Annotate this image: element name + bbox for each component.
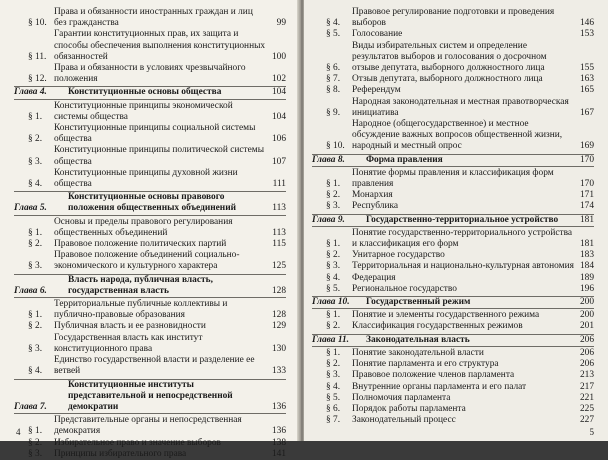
entry-page: 206 xyxy=(579,334,594,345)
entry-page: 163 xyxy=(579,74,594,85)
entry-number: § 8. xyxy=(326,85,341,96)
entry-title: Виды избирательных систем и определение результатов выборов и голосования о досрочном отзыве депутата, выборного должностного лица xyxy=(352,40,547,74)
entry-page: 165 xyxy=(579,85,594,96)
entry-title: Внутренние органы парламента и его палат xyxy=(352,381,527,392)
entry-number: § 5. xyxy=(326,283,341,294)
entry-title: Классификация государственных режимов xyxy=(352,321,523,332)
left-page xyxy=(0,0,300,459)
entry-number: § 2. xyxy=(326,250,341,261)
entry-page: 138 xyxy=(271,437,286,448)
entry-number: Глава 9. xyxy=(312,214,345,225)
page-number-left: 4 xyxy=(16,427,21,437)
entry-title: Порядок работы парламента xyxy=(352,403,466,414)
entry-title: Государственный режим xyxy=(366,297,471,308)
section-entry xyxy=(14,168,286,190)
entry-title: Территориальные публичные коллективы и публично-правовые образования xyxy=(54,299,228,321)
section-entry xyxy=(312,415,594,426)
entry-number: § 7. xyxy=(326,74,341,85)
entry-page: 100 xyxy=(271,51,286,62)
entry-number: § 10. xyxy=(326,141,345,152)
entry-page: 184 xyxy=(579,261,594,272)
entry-number: § 6. xyxy=(326,63,341,74)
section-entry xyxy=(312,404,594,415)
entry-title: Конституционные основы правового положения общественных объединений xyxy=(68,192,236,214)
entry-page: 111 xyxy=(272,179,286,190)
entry-page: 125 xyxy=(271,261,286,272)
entry-title: Права и обязанности иностранных граждан и лиц без гражданства xyxy=(54,7,253,29)
entry-title: Государственно-территориальное устройство xyxy=(366,214,559,225)
entry-number: § 4. xyxy=(326,272,341,283)
entry-title: Региональное государство xyxy=(352,283,457,294)
entry-page: 129 xyxy=(271,321,286,332)
entry-page: 113 xyxy=(272,203,286,214)
entry-page: 102 xyxy=(271,74,286,85)
section-entry xyxy=(14,7,286,29)
entry-number: Глава 8. xyxy=(312,154,345,165)
entry-number: § 1. xyxy=(326,310,341,321)
entry-title: Монархия xyxy=(352,190,393,201)
entry-page: 106 xyxy=(271,134,286,145)
entry-title: Государственная власть как институт конституционного права xyxy=(54,332,203,354)
section-entry xyxy=(312,41,594,75)
entry-page: 170 xyxy=(579,179,594,190)
entry-page: 196 xyxy=(579,283,594,294)
entry-number: § 4. xyxy=(326,381,341,392)
entry-number: § 3. xyxy=(28,156,43,167)
entry-number: § 12. xyxy=(28,74,47,85)
section-entry xyxy=(312,97,594,119)
section-entry xyxy=(312,284,594,295)
section-entry xyxy=(312,85,594,96)
chapter-entry xyxy=(312,154,594,167)
entry-title: Народное (общегосударственное) и местное обсуждение важных вопросов общественной жизни, народный и местный опрос xyxy=(352,119,563,152)
entry-number: § 3. xyxy=(326,201,341,212)
entry-page: 170 xyxy=(579,154,594,165)
entry-page: 128 xyxy=(271,310,286,321)
entry-page: 153 xyxy=(579,29,594,40)
section-entry xyxy=(14,101,286,123)
section-entry xyxy=(14,438,286,449)
entry-page: 206 xyxy=(579,359,594,370)
chapter-entry xyxy=(312,296,594,309)
chapter-entry xyxy=(312,334,594,347)
entry-number: § 11. xyxy=(28,51,47,62)
entry-title: Понятие законодательной власти xyxy=(352,347,484,358)
entry-page: 169 xyxy=(579,141,594,152)
entry-page: 107 xyxy=(271,156,286,167)
entry-page: 146 xyxy=(579,18,594,29)
entry-number: § 3. xyxy=(28,343,43,354)
entry-title: Унитарное государство xyxy=(352,250,445,261)
section-entry xyxy=(14,355,286,377)
entry-number: § 3. xyxy=(28,448,43,459)
entry-title: Понятие парламента и его структура xyxy=(352,359,499,370)
entry-title: Конституционные принципы социальной системы общества xyxy=(54,123,256,145)
entry-page: 217 xyxy=(579,381,594,392)
entry-number: § 10. xyxy=(28,18,47,29)
entry-number: Глава 4. xyxy=(14,87,47,98)
entry-title: Форма правления xyxy=(366,154,443,165)
section-entry xyxy=(312,359,594,370)
entry-title: Власть народа, публичная власть, государственная власть xyxy=(68,274,213,296)
section-entry xyxy=(312,228,594,250)
entry-number: § 5. xyxy=(326,29,341,40)
entry-number: § 9. xyxy=(326,107,341,118)
entry-page: 130 xyxy=(271,343,286,354)
entry-number: § 2. xyxy=(326,321,341,332)
entry-page: 167 xyxy=(579,107,594,118)
section-entry xyxy=(14,123,286,145)
entry-number: § 6. xyxy=(326,403,341,414)
entry-page: 181 xyxy=(579,214,594,225)
entry-title: Представительные органы и непосредственная демократия xyxy=(54,415,242,437)
section-entry xyxy=(312,7,594,29)
entry-page: 141 xyxy=(271,448,286,459)
entry-title: Избирательное право и значение выборов xyxy=(54,437,221,448)
section-entry xyxy=(14,415,286,437)
section-entry xyxy=(312,190,594,201)
entry-title: Конституционные принципы духовной жизни общества xyxy=(54,167,238,190)
entry-number: § 2. xyxy=(28,134,43,145)
section-entry xyxy=(312,382,594,393)
section-entry xyxy=(312,168,594,190)
section-entry xyxy=(14,63,286,85)
entry-title: Основы и пределы правового регулирования общественных объединений xyxy=(54,216,233,238)
entry-page: 128 xyxy=(271,285,286,296)
section-entry xyxy=(14,250,286,272)
entry-title: Голосование xyxy=(352,29,403,40)
chapter-entry xyxy=(14,379,286,415)
entry-number: § 1. xyxy=(326,239,341,250)
entry-title: Понятие государственно-территориального устройства и классификация его форм xyxy=(352,227,573,250)
entry-number: Глава 6. xyxy=(14,285,47,296)
entry-title: Правовое положение политических партий xyxy=(54,239,227,250)
entry-page: 136 xyxy=(271,426,286,437)
entry-number: Глава 7. xyxy=(14,401,47,412)
entry-page: 171 xyxy=(579,190,594,201)
entry-number: § 1. xyxy=(326,347,341,358)
entry-title: Конституционные принципы политической системы общества xyxy=(54,145,265,167)
page-number-right: 5 xyxy=(589,427,594,437)
entry-page: 227 xyxy=(579,415,594,426)
section-entry xyxy=(312,273,594,284)
entry-page: 133 xyxy=(271,366,286,377)
entry-number: § 1. xyxy=(326,179,341,190)
entry-page: 221 xyxy=(579,392,594,403)
table-of-contents-right xyxy=(312,7,594,426)
entry-title: Территориальная и национально-культурная автономия xyxy=(352,261,574,272)
entry-page: 225 xyxy=(579,403,594,414)
section-entry xyxy=(14,333,286,355)
section-entry xyxy=(14,239,286,250)
table-of-contents-left xyxy=(14,7,286,460)
entry-title: Народная законодательная и местная правотворческая инициатива xyxy=(352,96,569,118)
entry-title: Федерация xyxy=(352,272,396,283)
entry-page: 115 xyxy=(272,239,286,250)
entry-title: Понятие и элементы государственного режима xyxy=(352,310,540,321)
entry-title: Правовое положение членов парламента xyxy=(352,370,515,381)
entry-number: § 2. xyxy=(326,190,341,201)
entry-title: Принципы избирательного права xyxy=(54,448,187,459)
entry-title: Публичная власть и ее разновидности xyxy=(54,321,206,332)
entry-title: Республика xyxy=(352,201,399,212)
entry-number: § 4. xyxy=(326,18,341,29)
entry-number: § 2. xyxy=(326,359,341,370)
section-entry xyxy=(312,321,594,332)
entry-page: 200 xyxy=(579,297,594,308)
entry-title: Конституционные основы общества xyxy=(68,87,222,98)
entry-page: 104 xyxy=(271,111,286,122)
right-page xyxy=(304,0,608,441)
entry-page: 183 xyxy=(579,250,594,261)
entry-number: § 2. xyxy=(28,321,43,332)
entry-number: Глава 10. xyxy=(312,297,350,308)
section-entry xyxy=(14,299,286,321)
entry-page: 104 xyxy=(271,87,286,98)
entry-number: § 4. xyxy=(28,179,43,190)
entry-number: § 5. xyxy=(326,392,341,403)
entry-title: Конституционные принципы экономической системы общества xyxy=(54,100,233,122)
entry-title: Конституционные институты представительной и непосредственной демократии xyxy=(68,379,233,412)
entry-number: § 3. xyxy=(28,261,43,272)
entry-page: 99 xyxy=(276,18,286,29)
entry-title: Понятие формы правления и классификация форм правления xyxy=(352,167,554,190)
entry-number: § 7. xyxy=(326,415,341,426)
entry-title: Правовое положение объединений социально-экономического и культурного характера xyxy=(54,250,240,272)
entry-page: 189 xyxy=(579,272,594,283)
section-entry xyxy=(312,119,594,153)
section-entry xyxy=(14,217,286,239)
entry-number: § 1. xyxy=(28,111,43,122)
chapter-entry xyxy=(312,214,594,227)
entry-number: § 2. xyxy=(28,239,43,250)
entry-page: 200 xyxy=(579,310,594,321)
entry-page: 201 xyxy=(579,321,594,332)
entry-number: § 1. xyxy=(28,426,43,437)
section-entry xyxy=(312,261,594,272)
section-entry xyxy=(14,321,286,332)
entry-title: Законодательный процесс xyxy=(352,415,456,426)
entry-title: Референдум xyxy=(352,85,401,96)
section-entry xyxy=(312,74,594,85)
entry-number: § 1. xyxy=(28,310,43,321)
entry-page: 136 xyxy=(271,401,286,412)
entry-number: § 1. xyxy=(28,227,43,238)
entry-number: § 4. xyxy=(28,366,43,377)
entry-page: 113 xyxy=(272,227,286,238)
entry-title: Полномочия парламента xyxy=(352,392,451,403)
entry-number: Глава 5. xyxy=(14,203,47,214)
entry-title: Правовое регулирование подготовки и проведения выборов xyxy=(352,7,555,29)
entry-number: § 2. xyxy=(28,437,43,448)
section-entry xyxy=(14,29,286,63)
entry-page: 174 xyxy=(579,201,594,212)
entry-number: § 3. xyxy=(326,261,341,272)
entry-page: 206 xyxy=(579,347,594,358)
entry-number: Глава 11. xyxy=(312,334,350,345)
entry-title: Законодательная власть xyxy=(366,334,470,345)
section-entry xyxy=(312,348,594,359)
section-entry xyxy=(312,393,594,404)
chapter-entry xyxy=(14,191,286,215)
section-entry xyxy=(14,145,286,167)
chapter-entry xyxy=(14,86,286,99)
section-entry xyxy=(312,250,594,261)
section-entry xyxy=(312,201,594,212)
section-entry xyxy=(312,370,594,381)
chapter-entry xyxy=(14,274,286,298)
section-entry xyxy=(14,449,286,460)
entry-title: Единство государственной власти и разделение ее ветвей xyxy=(54,355,255,377)
entry-page: 155 xyxy=(579,63,594,74)
entry-title: Гарантии конституционных прав, их защита и способы обеспечения выполнения конституционных обязанностей xyxy=(54,29,266,62)
section-entry xyxy=(312,29,594,40)
entry-title: Права и обязанности в условиях чрезвычайного положения xyxy=(54,63,246,85)
entry-number: § 3. xyxy=(326,370,341,381)
entry-title: Отзыв депутата, выборного должностного лица xyxy=(352,74,543,85)
entry-page: 181 xyxy=(579,239,594,250)
section-entry xyxy=(312,310,594,321)
entry-page: 213 xyxy=(579,370,594,381)
